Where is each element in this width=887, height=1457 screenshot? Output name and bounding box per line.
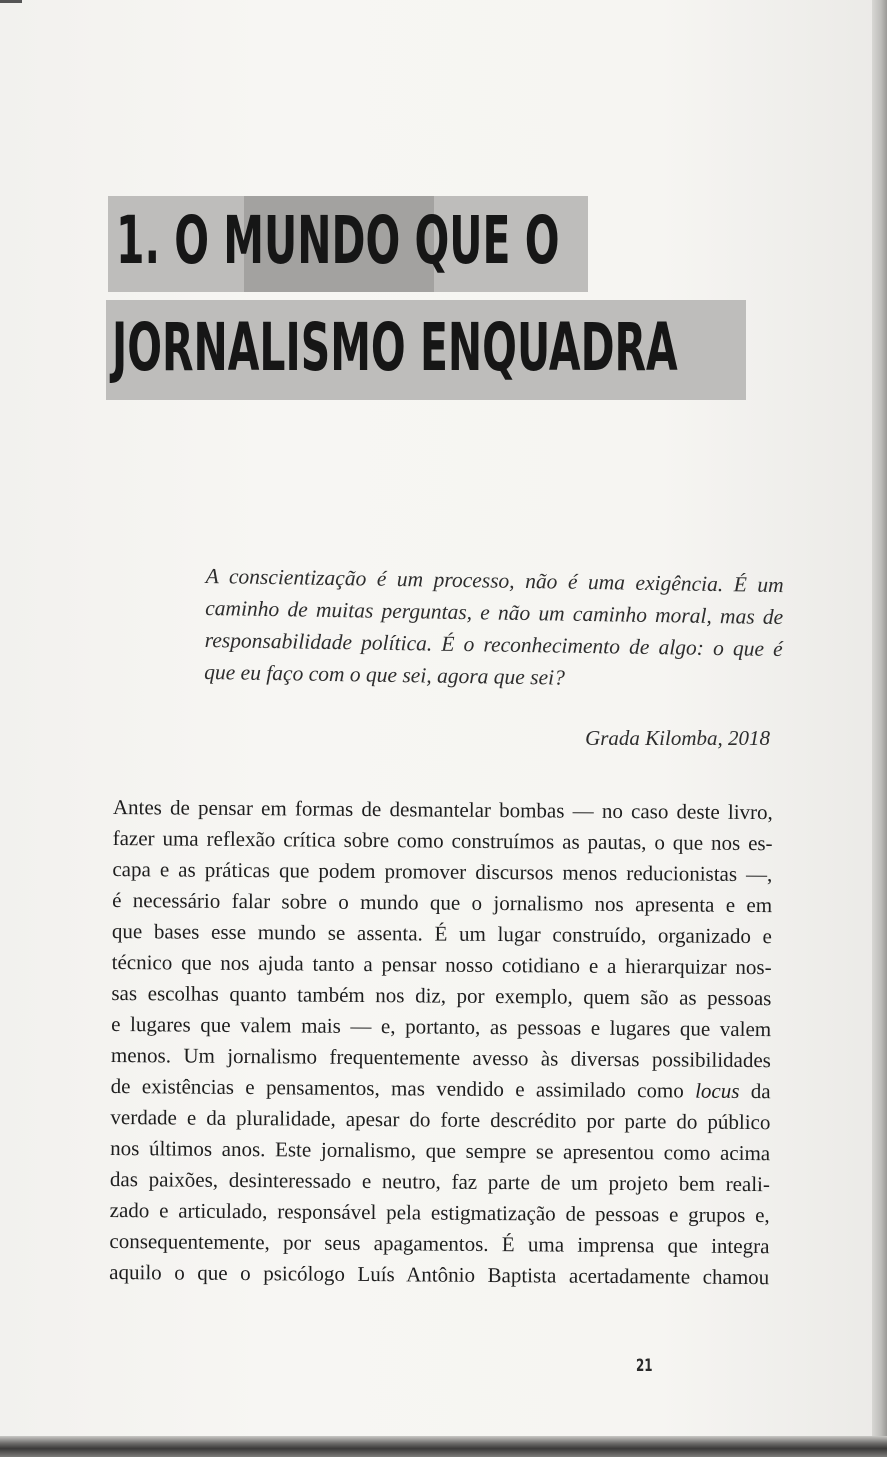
page-edge-bottom (0, 1436, 887, 1457)
body-line: nos últimos anos. Este jornalismo, que sempre se apresentou como acima (110, 1135, 771, 1166)
body-line: técnico que nos ajuda tanto a pensar nosso cotidiano e a hierarquizar nos- (111, 949, 772, 980)
body-line: fazer uma reflexão crítica sobre como construímos as pautas, o que nos es- (112, 825, 773, 856)
body-line: verdade e da pluralidade, apesar do forte descrédito por parte do público (110, 1104, 771, 1135)
locus-emphasis: locus (695, 1078, 740, 1103)
page-number: 21 (636, 1356, 653, 1376)
body-line: Antes de pensar em formas de desmantelar bombas — no caso deste livro, (112, 794, 773, 825)
body-line: de existências e pensamentos, mas vendido e assimilado como locus da (110, 1073, 771, 1104)
body-line: das paixões, desinteressado e neutro, faz parte de um projeto bem reali- (109, 1166, 771, 1197)
body-line: consequentemente, por seus apagamentos. É uma imprensa que integra (109, 1228, 770, 1259)
epigraph-quote (204, 560, 784, 697)
page-edge-right (872, 0, 887, 1457)
body-paragraph (109, 792, 773, 1293)
body-line: que bases esse mundo se assenta. É um lugar construído, organizado e (111, 918, 772, 949)
body-line: sas escolhas quanto também nos diz, por exemplo, quem são as pessoas (111, 980, 772, 1011)
epigraph-text: A conscientização é um processo, não é uma exigência. É um caminho de muitas perguntas, e não um caminho moral, mas de responsabilidade política. É o reconhecimento de algo: o que é que eu faço com o que sei, agora que sei? (204, 563, 784, 690)
body-line: zado e articulado, responsável pela estigmatização de pessoas e grupos e, (109, 1197, 770, 1228)
chapter-title-line-2: JORNALISMO ENQUADRA (112, 309, 678, 386)
body-line: menos. Um jornalismo frequentemente avesso às diversas possibilidades (110, 1042, 772, 1073)
chapter-title-line-1: 1. O MUNDO QUE O (116, 202, 560, 279)
body-line: é necessário falar sobre o mundo que o jornalismo nos apresenta e em (112, 887, 773, 918)
body-line: capa e as práticas que podem promover discursos menos reducionistas —, (112, 856, 773, 887)
body-line: e lugares que valem mais — e, portanto, as pessoas e lugares que valem (111, 1011, 772, 1042)
body-line: aquilo o que o psicólogo Luís Antônio Baptista acertadamente chamou (109, 1259, 770, 1290)
epigraph-attribution: Grada Kilomba, 2018 (585, 726, 770, 750)
corner-mark (0, 0, 22, 3)
